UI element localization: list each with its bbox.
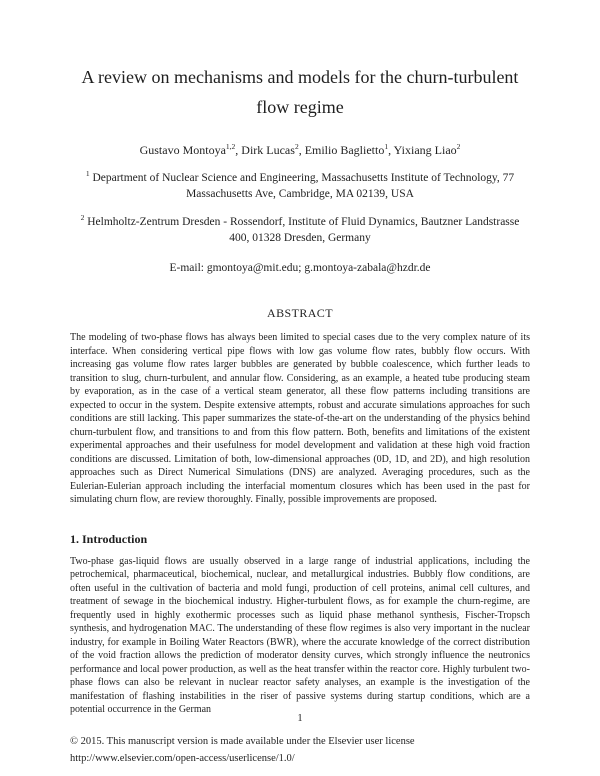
paper-title: A review on mechanisms and models for the churn-turbulent flow regime	[81, 67, 519, 117]
abstract-text: The modeling of two-phase flows has always been limited to special cases due to the very complex nature of its interface. When considering vertical pipe flows with low gas volume flow rates, bubbly flow occurs. With increasing gas volume flow rates larger bubbles are generated by bubble coalescence, which further leads to transition to slug, churn-turbulent, and annular flow. Considering, as an example, a heated tube producing steam by evaporation, as in the case of a vertical steam generator, all these flow patterns including transitions are expected to occur in the system. Despite extensive attempts, robust and accurate simulations approaches for such conditions are still lacking. This paper summarizes the state-of-the-art on the understanding of the physics behind churn-turbulent flow, and transitions to and from this flow pattern. Both, benefits and limitations of the existent experimental approaches and their usefulness for model development and validation at these high void fraction conditions are discussed. Limitation of both, low-dimensional approaches (0D, 1D, and 2D), and high resolution approaches such as Direct Numerical Simulations (DNS) are analyzed. Averaging procedures, such as the Eulerian-Eulerian approach including the interfacial momentum closures which has been used in the past for simulating churn flow, are review thoroughly. Finally, possible improvements are proposed.	[70, 332, 530, 505]
affiliation-number-superscript: 1	[85, 169, 90, 179]
author-name: Gustavo Montoya	[139, 143, 226, 157]
introduction-text: Two-phase gas-liquid flows are usually observed in a large range of industrial applications, including the petrochemical, pharmaceutical, biochemical, nuclear, and metallurgical industries. Bubbly flow conditions, are often useful in the cultivation of bacteria and mold fungi, production of cell proteins, animal cell cultures, and treatment of sewage in the biochemical industry. Higher-turbulent flows, as for example the churn-regime, are frequently used in highly exothermic processes such as liquid phase methanol synthesis, Fischer-Tropsch synthesis, and hydrogenation MAC. The understanding of these flow regimes is also very important in the nuclear industry, for example in Boiling Water Reactors (BWR), where the accurate knowledge of the correct distribution of the void fraction allows the prediction of moderator density curves, which strongly influence the neutronics performance and local power production, as well as the heat transfer within the reactor core. Highly turbulent two-phase flows can also be relevant in nuclear reactor safety analyses, an example is the investigation of the manifestation of flashing instabilities in the riser of passive systems during startup conditions, which are a potential occurrence in the German	[70, 555, 530, 715]
page-number: 1	[297, 713, 303, 724]
author-affiliation-superscript: 2	[456, 142, 461, 151]
footer-license-url: http://www.elsevier.com/open-access/userlicense/1.0/	[70, 752, 295, 764]
author-affiliation-superscript: 1,2	[225, 142, 236, 151]
affiliation-number-superscript: 2	[80, 213, 85, 223]
author-affiliation-superscript: 2	[294, 142, 299, 151]
email-line: E-mail: gmontoya@mit.edu; g.montoya-zabala@hzdr.de	[169, 262, 431, 274]
author-name: Emilio Baglietto	[304, 143, 385, 157]
affiliation: $^2$ Helmholtz-Zentrum Dresden - Rossendorf, Institute of Fluid Dynamics, Bautzner Landstrasse 400, 01328 Dresden, Germany	[80, 213, 520, 244]
section-heading-introduction: 1. Introduction	[70, 531, 148, 546]
footer-license-line: © 2015. This manuscript version is made available under the Elsevier user license	[70, 736, 415, 747]
author-affiliation-superscript: 1	[384, 142, 389, 151]
author-list: Gustavo Montoya$^{1,2}$, Dirk Lucas$^2$, Emilio Baglietto$^1$, Yixiang Liao$^2$	[139, 142, 461, 157]
affiliation: $^1$ Department of Nuclear Science and Engineering, Massachusetts Institute of Technology, 77 Massachusetts Ave, Cambridge, MA 02139, USA	[85, 169, 515, 200]
affiliation-list	[70, 170, 530, 246]
abstract-heading: ABSTRACT	[267, 306, 333, 320]
page-content	[0, 62, 600, 717]
author-name: Dirk Lucas	[241, 143, 295, 157]
author-name: Yixiang Liao	[393, 143, 457, 157]
footer	[70, 734, 540, 767]
